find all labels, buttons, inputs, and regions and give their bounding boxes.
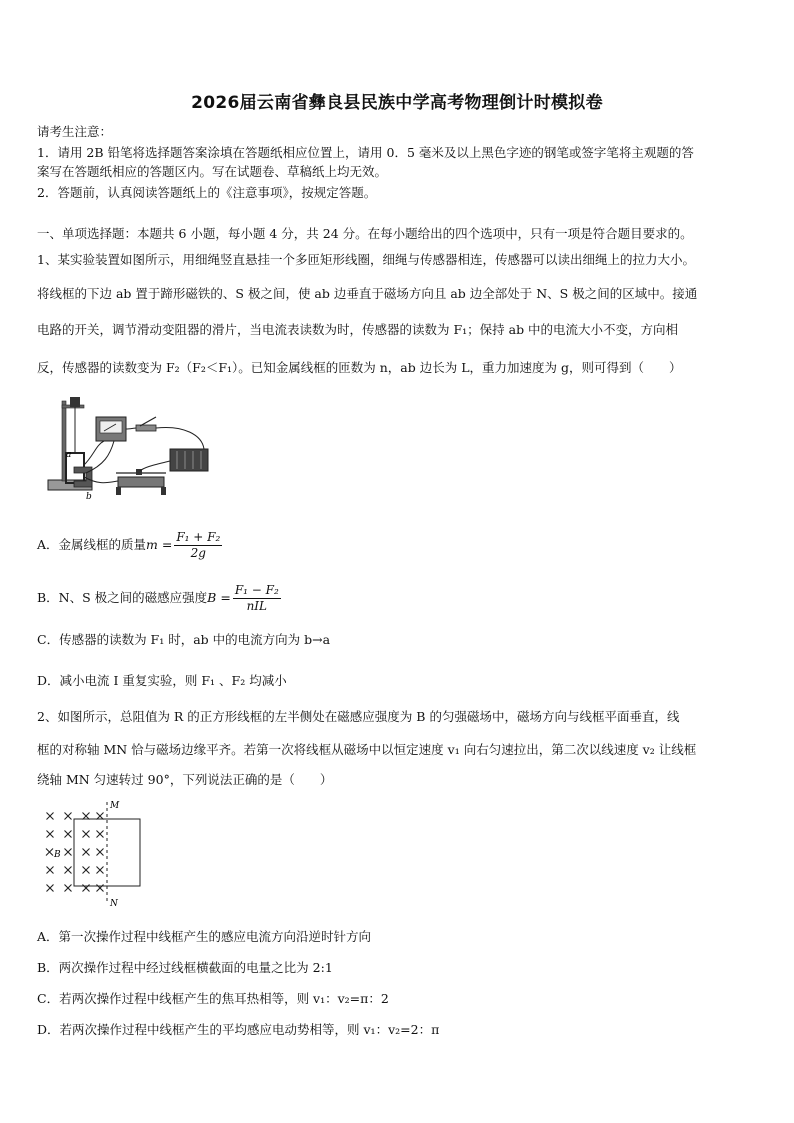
q2-stem-line-2: 框的对称轴 MN 恰与磁场边缘平齐。若第一次将线框从磁场中以恒定速度 v₁ 向右匀速拉出，第二次以线速度 v₂ 让线框 [37, 742, 697, 757]
field-x-mark [47, 867, 54, 874]
field-x-mark [47, 831, 54, 838]
notice-item-1-line-2: 案写在答题纸相应的答题区内。写在试题卷、草稿纸上均无效。 [37, 164, 388, 179]
q1-option-a-lhs: m = [146, 537, 173, 552]
field-x-mark [65, 885, 72, 892]
section-heading: 一、单项选择题：本题共 6 小题，每小题 4 分，共 24 分。在每小题给出的四个选项中，只有一项是符合题目要求的。 [37, 226, 693, 241]
field-x-mark [83, 831, 90, 838]
field-x-mark [97, 867, 104, 874]
page-title: 2026届云南省彝良县民族中学高考物理倒计时模拟卷 [191, 93, 603, 113]
q2-option-b: B．两次操作过程中经过线框横截面的电量之比为 2:1 [37, 960, 333, 975]
q1-stem-line-3: 电路的开关，调节滑动变阻器的滑片，当电流表读数为时，传感器的读数为 F₁；保持 ab 中的电流大小不变，方向相 [37, 322, 679, 337]
q2-option-c: C．若两次操作过程中线框产生的焦耳热相等，则 v₁：v₂=π：2 [37, 991, 389, 1006]
q2-stem-line-1: 2、如图所示，总阻值为 R 的正方形线框的左半侧处在磁感应强度为 B 的匀强磁场中，磁场方向与线框平面垂直，线 [37, 709, 680, 724]
q2-option-d: D．若两次操作过程中线框产生的平均感应电动势相等，则 v₁：v₂=2：π [37, 1022, 440, 1037]
q1-stem-line-2: 将线框的下边 ab 置于蹄形磁铁的、S 极之间，使 ab 边垂直于磁场方向且 ab 边全部处于 N、S 极之间的区域中。接通 [37, 286, 698, 301]
force-sensor [70, 397, 80, 407]
field-x-mark [47, 813, 54, 820]
battery-box [170, 449, 208, 471]
label-a: a [66, 450, 72, 460]
q2-stem-line-3: 绕轴 MN 匀速转过 90°，下列说法正确的是（ ） [37, 772, 333, 787]
q1-option-a [37, 530, 759, 561]
field-x-mark [83, 867, 90, 874]
field-x-mark [46, 849, 53, 856]
q1-option-c: C．传感器的读数为 F₁ 时，ab 中的电流方向为 b→a [37, 632, 331, 647]
q1-option-b-lhs: B = [207, 590, 231, 605]
label-b: b [86, 492, 92, 502]
label-n: N [110, 899, 118, 908]
field-x-mark [97, 849, 104, 856]
rheostat [118, 477, 164, 487]
q1-stem-line-1: 1、某实验装置如图所示，用细绳竖直悬挂一个多匝矩形线圈，细绳与传感器相连，传感器可以读出细绳上的拉力大小。 [37, 252, 695, 267]
field-x-mark [65, 831, 72, 838]
notice-item-1-line-1: 1．请用 2B 铅笔将选择题答案涂填在答题纸相应位置上，请用 0．5 毫米及以上黑色字迹的钢笔或签字笔将主观题的答 [37, 145, 694, 160]
q1-option-d: D．减小电流 I 重复实验，则 F₁ 、F₂ 均减小 [37, 673, 287, 688]
label-m: M [110, 801, 120, 811]
q1-option-b-denominator: nIL [246, 599, 268, 613]
q1-option-a-numerator: F₁ + F₂ [176, 530, 221, 544]
q1-option-b-fraction [233, 583, 281, 614]
field-x-mark [83, 813, 90, 820]
field-x-mark [65, 813, 72, 820]
field-x-mark [65, 867, 72, 874]
q1-apparatus-figure [44, 395, 216, 502]
q1-option-a-text: A．金属线框的质量 [37, 537, 147, 552]
q1-option-b-text: B．N、S 极之间的磁感应强度 [37, 590, 208, 605]
notice-heading: 请考生注意： [37, 124, 113, 139]
field-x-mark [97, 813, 104, 820]
label-b-field: B [54, 850, 61, 860]
q1-option-b [37, 583, 759, 614]
q1-stem-line-4: 反，传感器的读数变为 F₂（F₂＜F₁）。已知金属线框的匝数为 n，ab 边长为 L，重力加速度为 g，则可得到（ ） [37, 360, 682, 375]
q1-option-b-numerator: F₁ − F₂ [234, 583, 279, 597]
q2-field-figure [40, 796, 160, 908]
notice-item-2: 2．答题前，认真阅读答题纸上的《注意事项》，按规定答题。 [37, 185, 377, 200]
field-x-mark [65, 849, 72, 856]
q1-option-a-denominator: 2g [190, 546, 206, 560]
q1-option-a-fraction [174, 530, 222, 561]
switch [136, 425, 156, 431]
field-x-mark [47, 885, 54, 892]
field-x-mark [83, 849, 90, 856]
field-x-mark [97, 831, 104, 838]
q2-option-a: A．第一次操作过程中线框产生的感应电流方向沿逆时针方向 [37, 929, 372, 944]
